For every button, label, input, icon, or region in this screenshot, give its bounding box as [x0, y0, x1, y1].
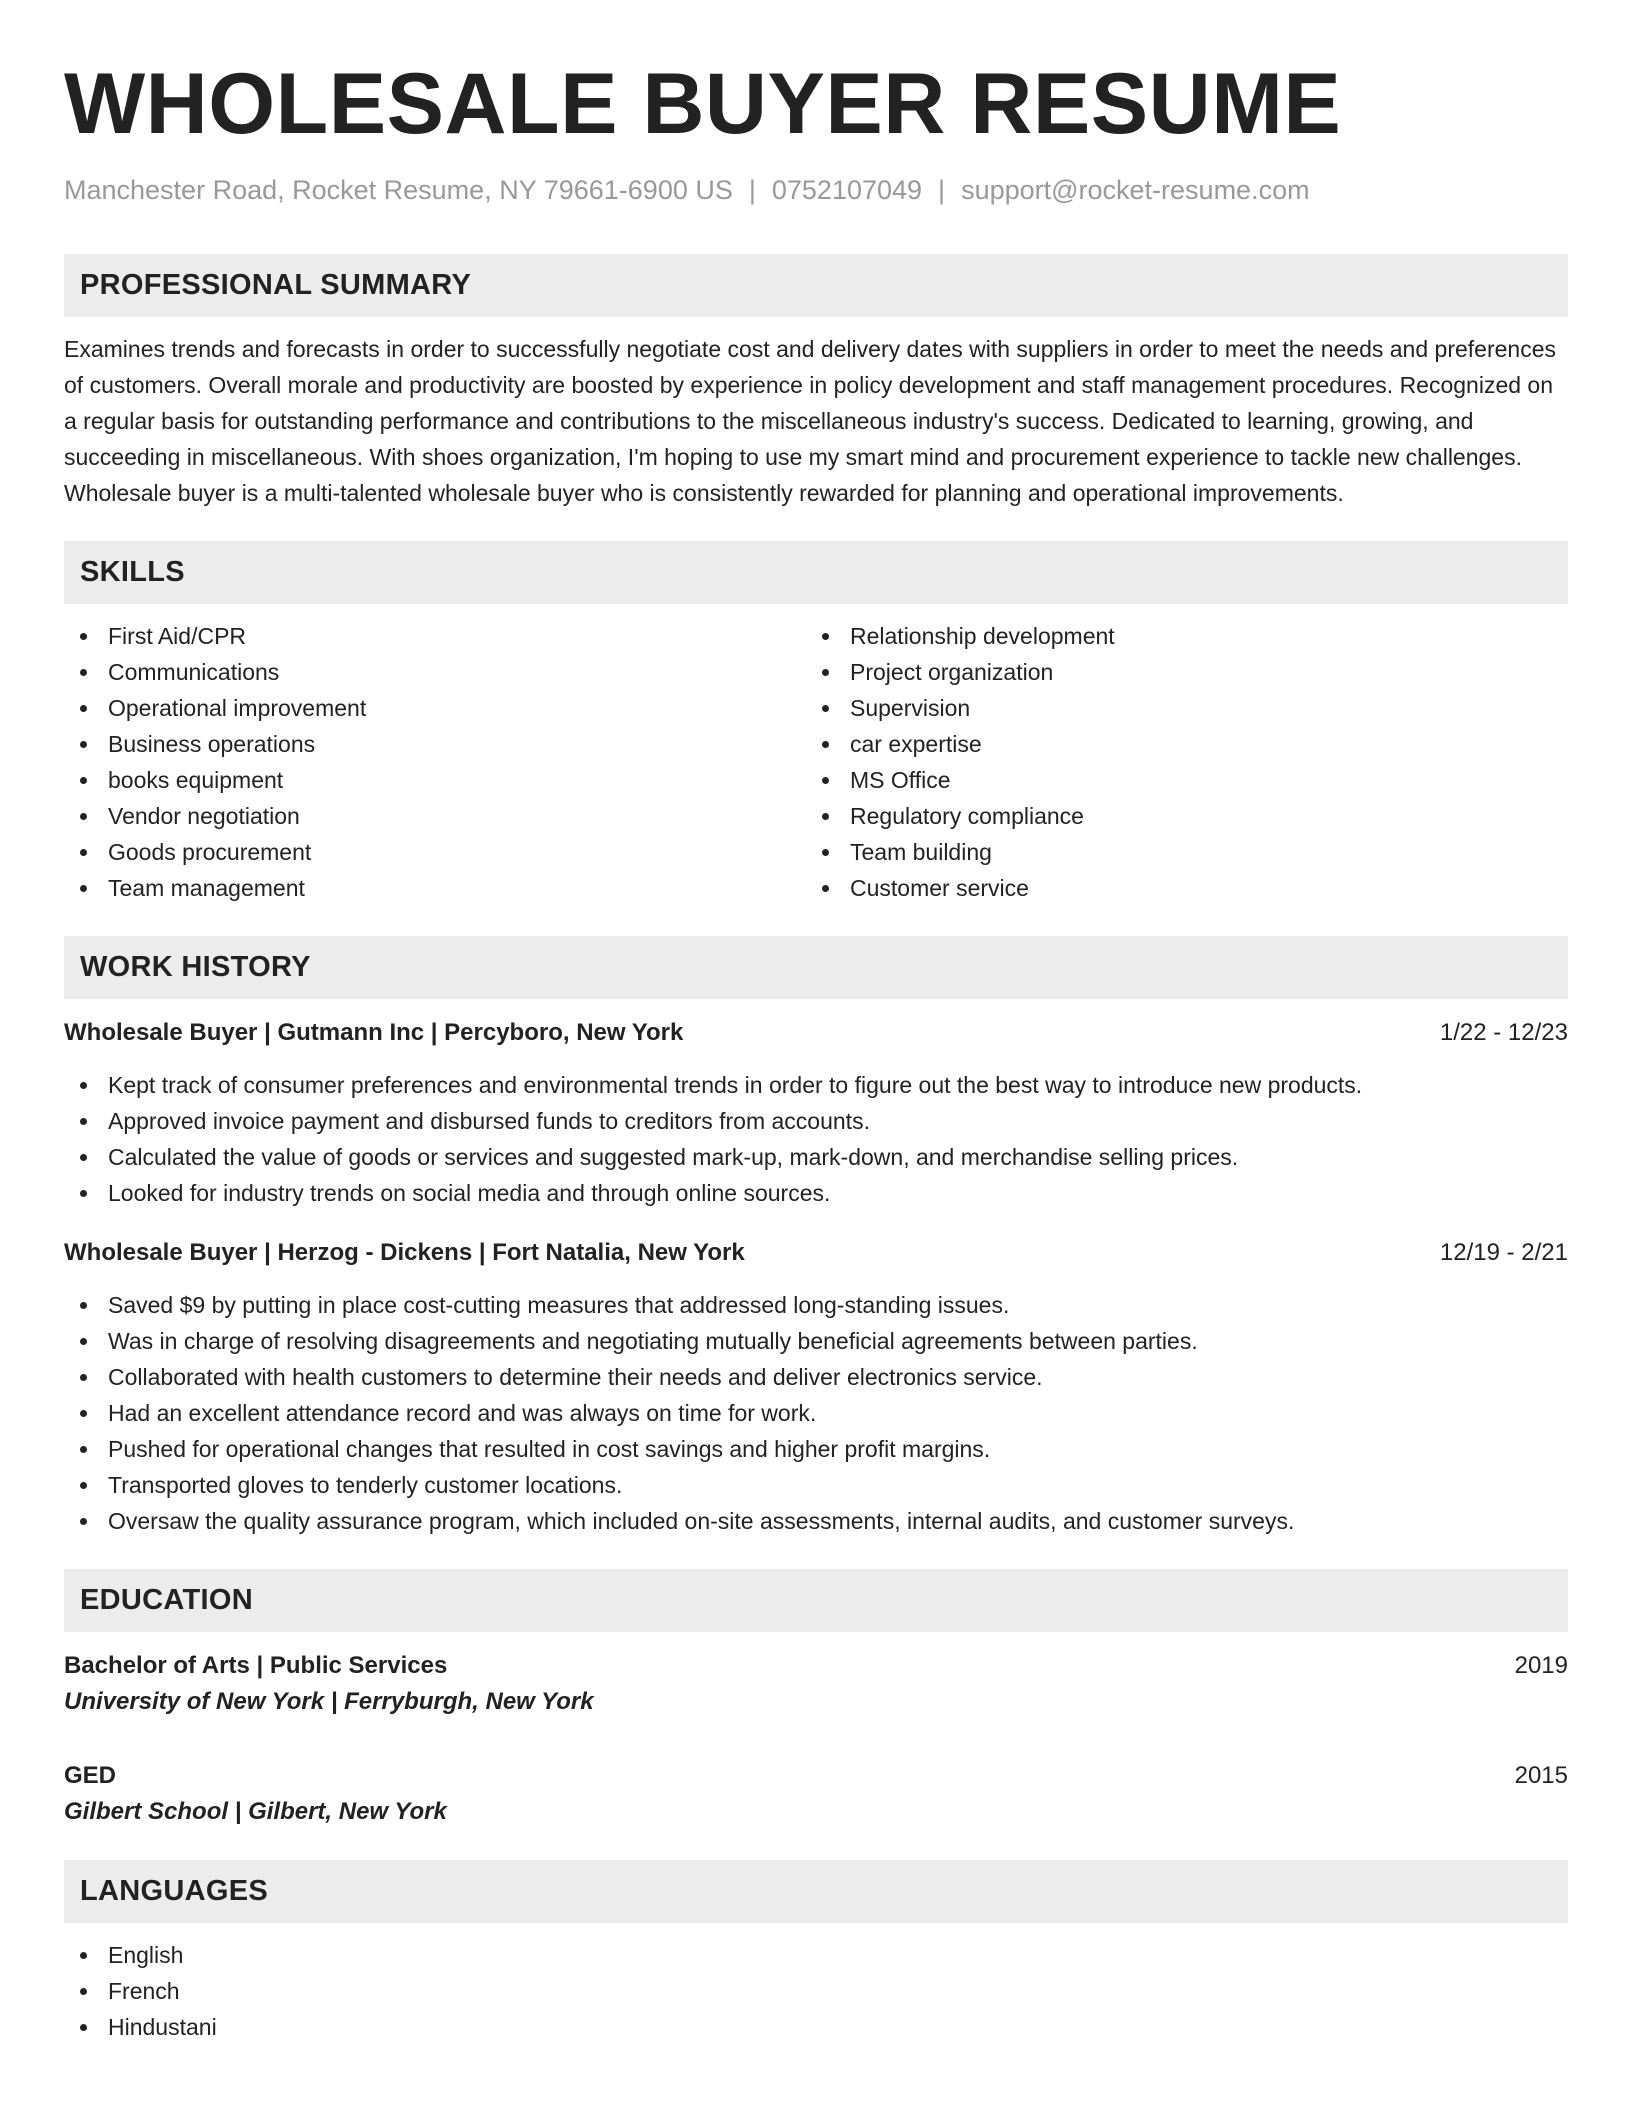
skill-item: Vendor negotiation: [64, 798, 806, 834]
job-bullet: Calculated the value of goods or services and suggested mark-up, mark-down, and merchandise selling prices.: [64, 1139, 1568, 1175]
job-bullet: Oversaw the quality assurance program, which included on-site assessments, internal audits, and customer surveys.: [64, 1503, 1568, 1539]
job-heading-row: [64, 1235, 1568, 1271]
job-bullet: Was in charge of resolving disagreements and negotiating mutually beneficial agreements between parties.: [64, 1323, 1568, 1359]
education-year: 2019: [1514, 1652, 1568, 1679]
skill-item: Project organization: [806, 654, 1548, 690]
job-entry: [64, 1235, 1568, 1539]
education-entry: [64, 1758, 1568, 1830]
job-bullet: Pushed for operational changes that resulted in cost savings and higher profit margins.: [64, 1431, 1568, 1467]
education-school: Gilbert School | Gilbert, New York: [64, 1798, 447, 1825]
skill-item: books equipment: [64, 762, 806, 798]
language-item: Hindustani: [64, 2009, 1568, 2045]
job-entry: [64, 1015, 1568, 1211]
education-school: University of New York | Ferryburgh, New York: [64, 1688, 594, 1715]
job-dates: 12/19 - 2/21: [1439, 1239, 1568, 1266]
education-heading-row: [64, 1758, 1568, 1794]
address: Manchester Road, Rocket Resume, NY 79661-6900 US: [64, 175, 733, 205]
skill-item: Goods procurement: [64, 834, 806, 870]
resume-title: WHOLESALE BUYER RESUME: [64, 56, 1342, 152]
skill-item: Relationship development: [806, 618, 1548, 654]
education-year: 2015: [1514, 1762, 1568, 1789]
job-heading-row: [64, 1015, 1568, 1051]
skill-item: car expertise: [806, 726, 1548, 762]
skill-item: Regulatory compliance: [806, 798, 1548, 834]
skill-item: MS Office: [806, 762, 1548, 798]
skill-item: Operational improvement: [64, 690, 806, 726]
job-bullets: [64, 1287, 1568, 1539]
education-entry: [64, 1648, 1568, 1720]
work-history-header: WORK HISTORY: [64, 936, 1568, 999]
job-title: Wholesale Buyer | Herzog - Dickens | Fort Natalia, New York: [64, 1239, 745, 1266]
summary-header: PROFESSIONAL SUMMARY: [64, 254, 1568, 317]
contact-separator: |: [748, 175, 756, 205]
contact-line: [64, 172, 1568, 208]
skill-item: Communications: [64, 654, 806, 690]
skill-item: Business operations: [64, 726, 806, 762]
job-bullet: Approved invoice payment and disbursed funds to creditors from accounts.: [64, 1103, 1568, 1139]
skills-header: SKILLS: [64, 541, 1568, 604]
email: support@rocket-resume.com: [961, 175, 1310, 205]
education-degree: Bachelor of Arts | Public Services: [64, 1652, 448, 1679]
job-title: Wholesale Buyer | Gutmann Inc | Percyboro, New York: [64, 1019, 684, 1046]
phone: 0752107049: [771, 175, 923, 205]
education-header: EDUCATION: [64, 1569, 1568, 1632]
languages-header: LANGUAGES: [64, 1860, 1568, 1923]
languages-list: [64, 1937, 1568, 2045]
language-item: English: [64, 1937, 1568, 1973]
job-bullet: Kept track of consumer preferences and environmental trends in order to figure out the best way to introduce new products.: [64, 1067, 1568, 1103]
job-bullet: Saved $9 by putting in place cost-cutting measures that addressed long-standing issues.: [64, 1287, 1568, 1323]
skill-item: First Aid/CPR: [64, 618, 806, 654]
job-bullets: [64, 1067, 1568, 1211]
summary-text: Examines trends and forecasts in order to successfully negotiate cost and delivery dates with suppliers in order to meet the needs and preferences of customers. Overall morale and productivity are boosted by experience in policy development and staff management procedures. Recognized on a regular basis for outstanding performance and contributions to the miscellaneous industry's success. Dedicated to learning, growing, and succeeding in miscellaneous. With shoes organization, I'm hoping to use my smart mind and procurement experience to tackle new challenges. Wholesale buyer is a multi-talented wholesale buyer who is consistently rewarded for planning and operational improvements.: [64, 336, 1556, 506]
education-heading-row: [64, 1648, 1568, 1684]
contact-separator: |: [938, 175, 946, 205]
language-item: French: [64, 1973, 1568, 2009]
skills-column-right: [806, 618, 1548, 906]
job-bullet: Collaborated with health customers to determine their needs and deliver electronics service.: [64, 1359, 1568, 1395]
job-bullet: Had an excellent attendance record and was always on time for work.: [64, 1395, 1568, 1431]
skill-item: Customer service: [806, 870, 1548, 906]
skill-item: Team building: [806, 834, 1548, 870]
job-bullet: Transported gloves to tenderly customer locations.: [64, 1467, 1568, 1503]
skill-item: Supervision: [806, 690, 1548, 726]
job-dates: 1/22 - 12/23: [1439, 1019, 1568, 1046]
skills-column-left: [64, 618, 806, 906]
education-degree: GED: [64, 1762, 117, 1789]
skills-list: [64, 618, 1568, 906]
job-bullet: Looked for industry trends on social media and through online sources.: [64, 1175, 1568, 1211]
skill-item: Team management: [64, 870, 806, 906]
